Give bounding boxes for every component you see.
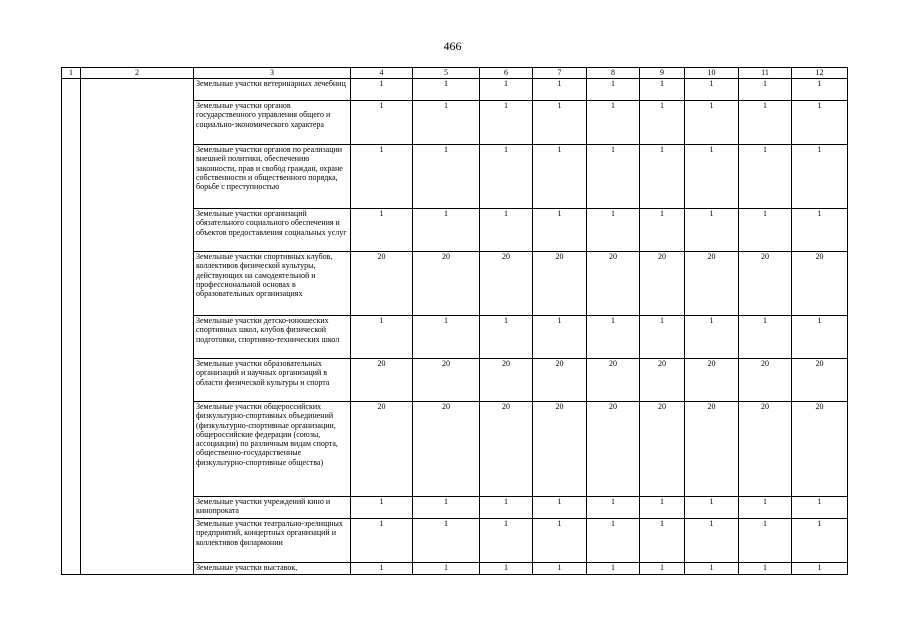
col-1-cell <box>62 79 81 575</box>
row-value: 1 <box>413 519 480 563</box>
row-value: 1 <box>480 79 533 101</box>
row-value: 1 <box>587 209 640 252</box>
row-value: 1 <box>640 497 685 519</box>
row-value: 1 <box>413 563 480 575</box>
row-value: 1 <box>351 519 413 563</box>
row-value: 20 <box>640 359 685 402</box>
row-value: 1 <box>587 519 640 563</box>
row-value: 1 <box>640 101 685 145</box>
row-value: 1 <box>685 497 739 519</box>
header-row <box>62 68 848 79</box>
column-header: 8 <box>587 68 640 79</box>
row-value: 1 <box>792 497 848 519</box>
row-value: 1 <box>640 209 685 252</box>
row-value: 1 <box>480 519 533 563</box>
row-value: 1 <box>685 316 739 359</box>
row-value: 1 <box>480 145 533 209</box>
column-header: 11 <box>739 68 792 79</box>
row-value: 1 <box>640 563 685 575</box>
row-value: 20 <box>739 402 792 497</box>
row-description: Земельные участки образовательных организаций и научных организаций в области физической культуры и спорта <box>194 359 351 402</box>
row-value: 1 <box>792 209 848 252</box>
row-value: 20 <box>792 402 848 497</box>
row-value: 1 <box>640 316 685 359</box>
row-value: 1 <box>739 101 792 145</box>
row-description: Земельные участки общероссийских физкультурно-спортивных объединений (физкультурно-спортивные организации, общероссийские федерации (союзы, ассоциации) по различным видам спорта, общественно-государственные физкультурно-спортивные общества) <box>194 402 351 497</box>
row-value: 1 <box>351 101 413 145</box>
row-value: 1 <box>533 497 587 519</box>
row-value: 1 <box>533 209 587 252</box>
row-value: 1 <box>685 79 739 101</box>
row-value: 1 <box>480 101 533 145</box>
row-value: 20 <box>685 252 739 316</box>
column-header: 6 <box>480 68 533 79</box>
row-value: 1 <box>587 79 640 101</box>
row-value: 20 <box>480 402 533 497</box>
row-value: 20 <box>413 359 480 402</box>
row-value: 20 <box>685 359 739 402</box>
row-value: 20 <box>351 359 413 402</box>
row-value: 20 <box>792 359 848 402</box>
row-value: 20 <box>739 252 792 316</box>
column-header: 10 <box>685 68 739 79</box>
row-value: 1 <box>413 79 480 101</box>
row-value: 1 <box>480 316 533 359</box>
row-description: Земельные участки органов по реализации внешней политики, обеспечению законности, прав и свобод граждан, охране собственности и общественного порядка, борьбе с преступностью <box>194 145 351 209</box>
row-value: 20 <box>587 252 640 316</box>
row-value: 20 <box>587 359 640 402</box>
row-value: 1 <box>640 519 685 563</box>
row-value: 20 <box>739 359 792 402</box>
row-value: 1 <box>587 101 640 145</box>
column-header: 9 <box>640 68 685 79</box>
row-description: Земельные участки выставок, <box>194 563 351 575</box>
row-description: Земельные участки организаций обязательного социального обеспечения и объектов предоставления социальных услуг <box>194 209 351 252</box>
table-body <box>62 79 848 575</box>
row-value: 1 <box>351 145 413 209</box>
row-value: 1 <box>351 316 413 359</box>
row-value: 20 <box>587 402 640 497</box>
row-value: 1 <box>640 79 685 101</box>
row-value: 1 <box>685 101 739 145</box>
row-value: 1 <box>533 316 587 359</box>
row-value: 1 <box>792 316 848 359</box>
page-number: 466 <box>443 39 462 53</box>
row-value: 1 <box>792 519 848 563</box>
row-value: 1 <box>533 145 587 209</box>
row-value: 1 <box>587 145 640 209</box>
row-value: 1 <box>480 209 533 252</box>
row-value: 1 <box>739 316 792 359</box>
row-value: 1 <box>351 79 413 101</box>
row-value: 1 <box>533 79 587 101</box>
row-value: 1 <box>413 316 480 359</box>
row-description: Земельные участки спортивных клубов, коллективов физической культуры, действующих на самодеятельной и профессиональной основах в образовательных организациях <box>194 252 351 316</box>
column-header: 12 <box>792 68 848 79</box>
row-value: 1 <box>792 79 848 101</box>
row-value: 1 <box>685 519 739 563</box>
col-2-cell <box>81 79 194 575</box>
row-value: 1 <box>685 145 739 209</box>
row-value: 1 <box>739 145 792 209</box>
row-description: Земельные участки детско-юношеских спортивных школ, клубов физической подготовки, спортивно-технических школ <box>194 316 351 359</box>
row-value: 1 <box>413 209 480 252</box>
row-value: 1 <box>792 145 848 209</box>
data-table <box>61 67 848 575</box>
row-value: 1 <box>533 563 587 575</box>
row-value: 1 <box>351 497 413 519</box>
row-value: 1 <box>739 497 792 519</box>
row-value: 1 <box>351 209 413 252</box>
row-description: Земельные участки органов государственного управления общего и социально-экономического характера <box>194 101 351 145</box>
column-header: 1 <box>62 68 81 79</box>
row-value: 20 <box>413 402 480 497</box>
row-description: Земельные участки ветеринарных лечебниц <box>194 79 351 101</box>
column-header: 5 <box>413 68 480 79</box>
row-value: 1 <box>685 209 739 252</box>
row-value: 1 <box>587 563 640 575</box>
row-value: 1 <box>685 563 739 575</box>
row-description: Земельные участки учреждений кино и кинопроката <box>194 497 351 519</box>
row-value: 1 <box>640 145 685 209</box>
row-value: 1 <box>413 497 480 519</box>
row-value: 1 <box>480 497 533 519</box>
row-value: 20 <box>413 252 480 316</box>
row-value: 1 <box>480 563 533 575</box>
row-value: 20 <box>351 402 413 497</box>
column-header: 4 <box>351 68 413 79</box>
row-value: 20 <box>640 252 685 316</box>
row-value: 1 <box>587 497 640 519</box>
table-row <box>62 79 848 101</box>
row-value: 1 <box>413 145 480 209</box>
row-value: 1 <box>587 316 640 359</box>
row-value: 1 <box>739 563 792 575</box>
row-value: 1 <box>739 519 792 563</box>
row-value: 1 <box>533 519 587 563</box>
row-value: 20 <box>533 402 587 497</box>
row-value: 1 <box>413 101 480 145</box>
row-value: 1 <box>792 563 848 575</box>
row-value: 20 <box>480 359 533 402</box>
row-value: 20 <box>351 252 413 316</box>
row-value: 1 <box>792 101 848 145</box>
column-header: 2 <box>81 68 194 79</box>
row-value: 20 <box>640 402 685 497</box>
row-value: 1 <box>739 209 792 252</box>
column-header: 7 <box>533 68 587 79</box>
row-description: Земельные участки театрально-зрелищных предприятий, концертных организаций и коллективов филармонии <box>194 519 351 563</box>
row-value: 20 <box>533 359 587 402</box>
row-value: 20 <box>533 252 587 316</box>
row-value: 1 <box>739 79 792 101</box>
row-value: 1 <box>351 563 413 575</box>
row-value: 1 <box>533 101 587 145</box>
row-value: 20 <box>792 252 848 316</box>
column-header: 3 <box>194 68 351 79</box>
row-value: 20 <box>685 402 739 497</box>
row-value: 20 <box>480 252 533 316</box>
